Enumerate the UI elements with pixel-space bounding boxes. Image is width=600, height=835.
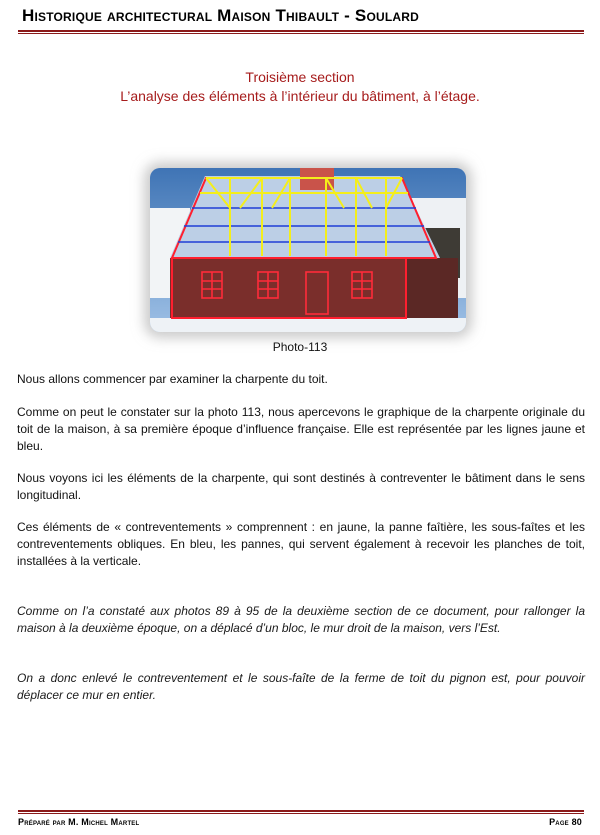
paragraph: Ces éléments de « contreventements » comprennent : en jaune, la panne faîtière, les sous-faîtes et les contreventements obliques. En bleu, les pannes, qui servent également à recevoir les planches de toit, installées à la verticale. [17,520,585,568]
paragraph: Nous allons commencer par examiner la charpente du toit. [17,372,328,386]
paragraph: Comme on peut le constater sur la photo 113, nous apercevons le graphique de la charpente originale du toit de la maison, à sa première époque d’influence française. Elle est représentée par les lignes jaune et bleu. [17,405,585,453]
paragraph: Nous voyons ici les éléments de la charpente, qui sont destinés à contreventer le bâtiment dans le sens longitudinal. [17,471,585,502]
footer-rule-secondary [18,813,584,814]
header-rule [18,30,584,32]
page-number [549,817,582,827]
section-title: Troisième section [245,69,355,85]
footer-author-text: Préparé par M. Michel Martel [18,817,140,827]
photo-caption: Photo-113 [272,340,328,354]
house-photo [150,168,466,332]
page-number-text: Page 80 [549,817,582,827]
header-title-text: Historique architectural Maison Thibault - Soulard [22,6,419,25]
house-roof-framing-illustration [150,168,466,332]
italic-paragraph: Comme on l’a constaté aux photos 89 à 95 de la deuxième section de ce document, pour rallonger la maison à la deuxième époque, on a déplacé d’un bloc, le mur droit de la maison, vers l’Est. [17,604,585,635]
footer-rule [18,810,584,812]
footer-author [18,817,139,827]
header-rule-secondary [18,33,584,34]
italic-paragraph: On a donc enlevé le contreventement et le sous-faîte de la ferme de toit du pignon est, pour pouvoir déplacer ce mur en entier. [17,671,585,702]
section-subtitle: L’analyse des éléments à l’intérieur du bâtiment, à l’étage. [120,88,480,104]
document-header-title [22,6,582,26]
